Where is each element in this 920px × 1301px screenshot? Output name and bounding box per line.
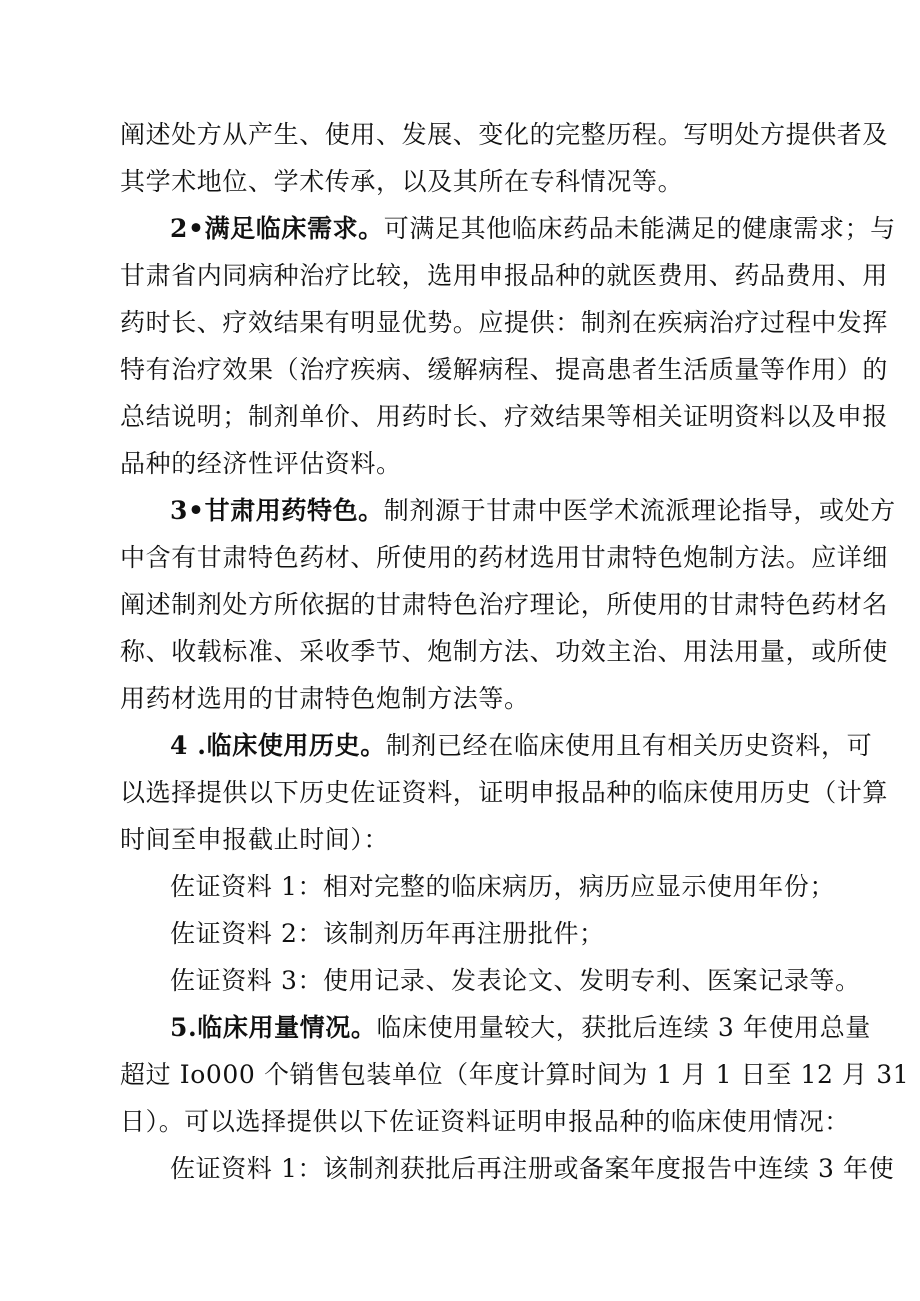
evidence-item-usage-1: 佐证资料 1：该制剂获批后再注册或备案年度报告中连续 3 年使 bbox=[170, 1154, 895, 1183]
section-2-heading: 2•满足临床需求。 bbox=[170, 214, 384, 243]
text-run: 临床使用量较大，获批后连续 3 年使用总量 bbox=[376, 1013, 871, 1042]
text-line: 中含有甘肃特色药材、所使用的药材选用甘肃特色炮制方法。应详细 bbox=[120, 543, 889, 572]
text-run: 可满足其他临床药品未能满足的健康需求；与 bbox=[383, 214, 896, 243]
text-line: 甘肃省内同病种治疗比较，选用申报品种的就医费用、药品费用、用 bbox=[120, 261, 889, 290]
text-line: 阐述处方从产生、使用、发展、变化的完整历程。写明处方提供者及 bbox=[120, 120, 889, 149]
evidence-item-1: 佐证资料 1：相对完整的临床病历，病历应显示使用年份； bbox=[170, 872, 836, 901]
text-line: 总结说明；制剂单价、用药时长、疗效结果等相关证明资料以及申报 bbox=[120, 402, 889, 431]
text-line: 品种的经济性评估资料。 bbox=[120, 449, 402, 478]
text-line: 日）。可以选择提供以下佐证资料证明申报品种的临床使用情况： bbox=[120, 1107, 850, 1136]
text-line: 药时长、疗效结果有明显优势。应提供：制剂在疾病治疗过程中发挥 bbox=[120, 308, 889, 337]
evidence-item-3: 佐证资料 3：使用记录、发表论文、发明专利、医案记录等。 bbox=[170, 966, 861, 995]
section-4-first-line bbox=[170, 729, 873, 763]
text-line: 称、收载标准、采收季节、炮制方法、功效主治、用法用量，或所使 bbox=[120, 637, 889, 666]
text-line: 超过 Io000 个销售包装单位（年度计算时间为 1 月 1 日至 12 月 31 bbox=[120, 1060, 910, 1089]
evidence-item-2: 佐证资料 2：该制剂历年再注册批件； bbox=[170, 919, 605, 948]
text-run: 制剂已经在临床使用且有相关历史资料，可 bbox=[385, 731, 873, 760]
section-3-first-line bbox=[170, 494, 896, 528]
section-5-first-line bbox=[170, 1011, 871, 1045]
section-3-heading: 3•甘肃用药特色。 bbox=[170, 496, 384, 525]
text-line: 以选择提供以下历史佐证资料，证明申报品种的临床使用历史（计算 bbox=[120, 778, 889, 807]
section-2-first-line bbox=[170, 212, 896, 246]
text-run: 制剂源于甘肃中医学术流派理论指导，或处方 bbox=[383, 496, 896, 525]
text-line: 其学术地位、学术传承，以及其所在专科情况等。 bbox=[120, 167, 684, 196]
section-4-heading: 4 .临床使用历史。 bbox=[170, 731, 386, 760]
text-line: 特有治疗效果（治疗疾病、缓解病程、提高患者生活质量等作用）的 bbox=[120, 355, 889, 384]
text-line: 时间至申报截止时间）： bbox=[120, 825, 390, 854]
text-line: 阐述制剂处方所依据的甘肃特色治疗理论，所使用的甘肃特色药材名 bbox=[120, 590, 889, 619]
section-5-heading: 5.临床用量情况。 bbox=[170, 1013, 377, 1042]
text-line: 用药材选用的甘肃特色炮制方法等。 bbox=[120, 684, 530, 713]
